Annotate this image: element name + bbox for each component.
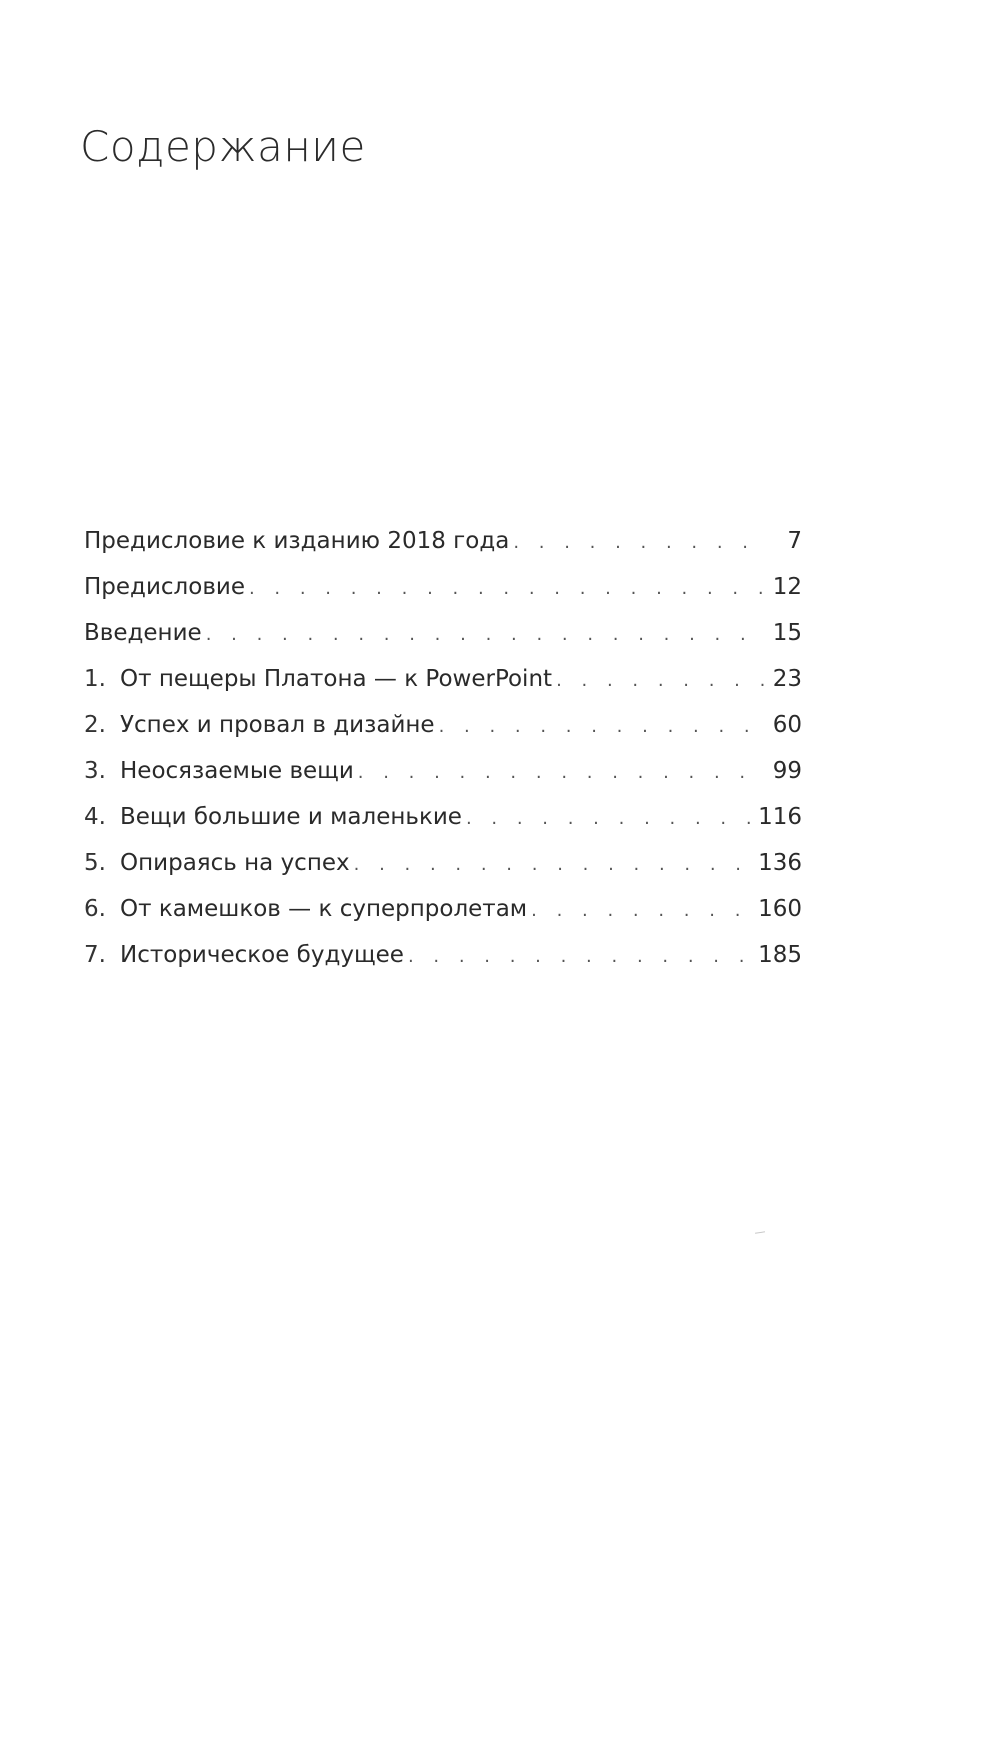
toc-entry-label: От камешков — к суперпролетам	[120, 896, 528, 922]
toc-entry	[84, 932, 802, 978]
dot-leader	[206, 612, 764, 658]
toc-entry	[84, 794, 802, 840]
toc-entry-label: Предисловие	[84, 574, 245, 600]
page-title: Содержание	[80, 122, 366, 171]
dot-leader	[556, 658, 764, 704]
toc-entry-label: От пещеры Платона — к PowerPoint	[120, 666, 553, 692]
scan-speck	[755, 1231, 765, 1233]
toc-entry-page: 15	[772, 620, 802, 646]
toc-entry	[84, 656, 802, 702]
toc-entry-label: Опираясь на успех	[120, 850, 350, 876]
toc-entry-page: 7	[787, 528, 802, 554]
table-of-contents	[84, 518, 802, 978]
toc-entry-label: Неосязаемые вещи	[120, 758, 354, 784]
toc-entry-page: 136	[758, 850, 802, 876]
toc-entry-label: Вещи большие и маленькие	[120, 804, 462, 830]
toc-entry-page: 12	[772, 574, 802, 600]
chapter-number: 2.	[84, 712, 106, 738]
dot-leader	[439, 704, 764, 750]
chapter-number: 5.	[84, 850, 106, 876]
dot-leader	[408, 934, 754, 980]
chapter-number: 3.	[84, 758, 106, 784]
toc-entry-label: Предисловие к изданию 2018 года	[84, 528, 510, 554]
toc-entry-page: 185	[758, 942, 802, 968]
dot-leader	[354, 842, 754, 888]
toc-entry	[84, 610, 802, 656]
toc-entry	[84, 748, 802, 794]
toc-entry-label: Введение	[84, 620, 202, 646]
dot-leader	[513, 520, 764, 566]
chapter-number: 4.	[84, 804, 106, 830]
toc-entry	[84, 840, 802, 886]
toc-entry-page: 99	[772, 758, 802, 784]
dot-leader	[466, 796, 754, 842]
dot-leader	[358, 750, 764, 796]
chapter-number: 6.	[84, 896, 106, 922]
toc-entry	[84, 564, 802, 610]
toc-entry-page: 60	[772, 712, 802, 738]
toc-entry-label: Успех и провал в дизайне	[120, 712, 435, 738]
toc-entry	[84, 518, 802, 564]
toc-entry	[84, 702, 802, 748]
toc-entry-label: Историческое будущее	[120, 942, 404, 968]
toc-entry-page: 116	[758, 804, 802, 830]
toc-entry-page: 160	[758, 896, 802, 922]
toc-entry	[84, 886, 802, 932]
dot-leader	[249, 566, 764, 612]
chapter-number: 7.	[84, 942, 106, 968]
chapter-number: 1.	[84, 666, 106, 692]
dot-leader	[531, 888, 754, 934]
toc-entry-page: 23	[772, 666, 802, 692]
